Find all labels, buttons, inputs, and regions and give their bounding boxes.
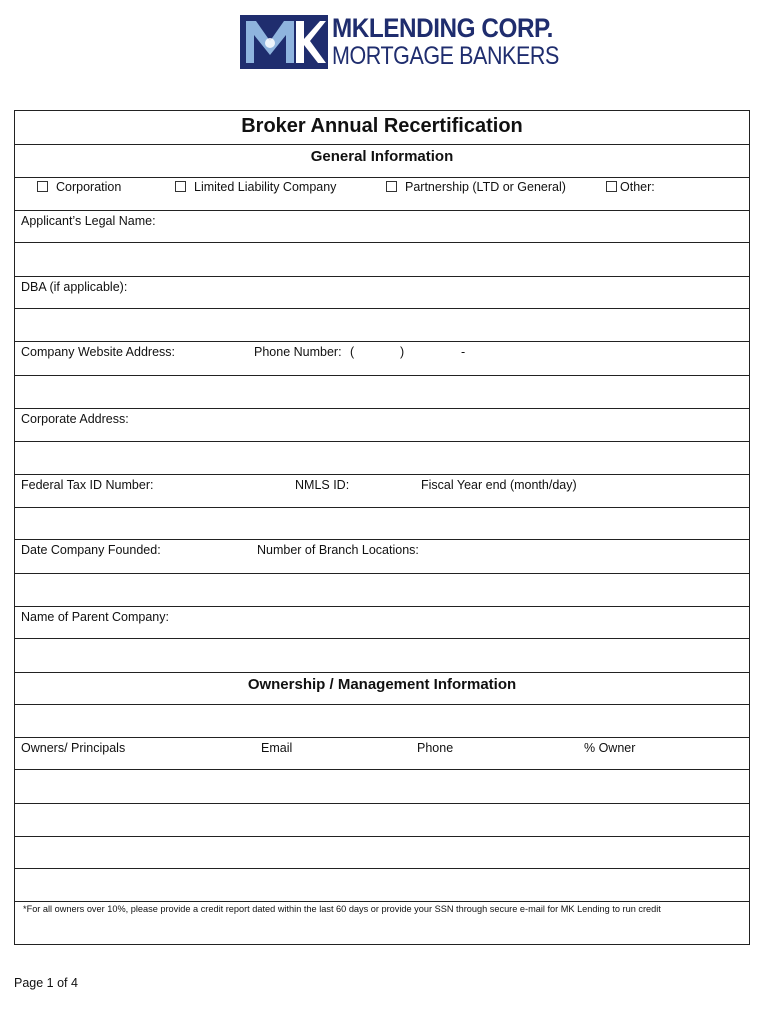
page-number: Page 1 of 4 <box>14 976 78 990</box>
parent-company-input-row[interactable] <box>15 639 749 673</box>
form-title: Broker Annual Recertification <box>241 115 523 137</box>
corporation-label: Corporation <box>56 180 122 194</box>
checkbox-icon <box>37 181 48 192</box>
owners-column-header: Owners/ Principals <box>21 741 126 755</box>
phone-paren-close: ) <box>400 345 405 359</box>
ownership-footnote: *For all owners over 10%, please provide a credit report dated within the last 60 days or provide your SSN through secure e-mail for MK Lending to run credit <box>23 904 661 914</box>
website-phone-label-row <box>15 342 749 376</box>
mk-logo-mark <box>240 15 328 69</box>
general-info-heading: General Information <box>310 148 454 165</box>
checkbox-icon <box>606 181 617 192</box>
dba-input-row[interactable] <box>15 309 749 342</box>
email-column-header: Email <box>261 741 293 755</box>
owner-entry-row[interactable] <box>15 770 749 804</box>
parent-company-label-row <box>15 607 749 639</box>
partnership-label: Partnership (LTD or General) <box>405 180 566 194</box>
corporate-address-label: Corporate Address: <box>21 412 129 426</box>
corporate-address-input-row[interactable] <box>15 442 749 475</box>
general-info-heading-row <box>15 145 749 178</box>
llc-checkbox[interactable] <box>175 180 336 194</box>
legal-name-input-row[interactable] <box>15 243 749 277</box>
dba-label-row <box>15 277 749 309</box>
phone-label: Phone Number: <box>254 345 342 359</box>
owner-entry-row[interactable] <box>15 869 749 902</box>
logo-company-name: MKLENDING CORP. <box>332 13 553 43</box>
partnership-checkbox[interactable] <box>386 180 566 194</box>
other-checkbox[interactable] <box>606 180 655 194</box>
dba-label: DBA (if applicable): <box>21 280 128 294</box>
phone-paren-open: ( <box>350 345 355 359</box>
other-label: Other: <box>620 180 655 194</box>
llc-label: Limited Liability Company <box>194 180 337 194</box>
checkbox-icon <box>386 181 397 192</box>
tax-id-label: Federal Tax ID Number: <box>21 478 154 492</box>
legal-name-label-row <box>15 211 749 243</box>
fiscal-year-label: Fiscal Year end (month/day) <box>421 478 577 492</box>
ownership-heading-row <box>15 673 749 705</box>
corporate-address-label-row <box>15 409 749 442</box>
form-title-row <box>15 111 749 145</box>
corporation-checkbox[interactable] <box>37 180 121 194</box>
website-phone-input-row[interactable] <box>15 376 749 409</box>
founded-branch-input-row[interactable] <box>15 574 749 607</box>
phone-dash: - <box>461 345 466 359</box>
phone-column-header: Phone <box>417 741 454 755</box>
percent-owner-column-header: % Owner <box>584 741 636 755</box>
branch-locations-label: Number of Branch Locations: <box>257 543 419 557</box>
ownership-blank-row[interactable] <box>15 705 749 738</box>
logo-wordmark <box>332 15 596 69</box>
date-founded-label: Date Company Founded: <box>21 543 161 557</box>
footnote-row <box>15 902 749 944</box>
parent-company-label: Name of Parent Company: <box>21 610 169 624</box>
entity-type-row <box>15 178 749 211</box>
logo-tagline: MORTGAGE BANKERS <box>332 42 559 70</box>
website-label: Company Website Address: <box>21 345 176 359</box>
company-logo <box>240 13 559 71</box>
recertification-form <box>14 110 750 945</box>
founded-branch-label-row <box>15 540 749 574</box>
ownership-heading: Ownership / Management Information <box>247 676 517 693</box>
legal-name-label: Applicant’s Legal Name: <box>21 214 156 228</box>
tax-nmls-label-row <box>15 475 749 508</box>
owner-entry-row[interactable] <box>15 837 749 869</box>
nmls-id-label: NMLS ID: <box>295 478 350 492</box>
ownership-columns-row <box>15 738 749 770</box>
checkbox-icon <box>175 181 186 192</box>
tax-nmls-input-row[interactable] <box>15 508 749 540</box>
owner-entry-row[interactable] <box>15 804 749 837</box>
